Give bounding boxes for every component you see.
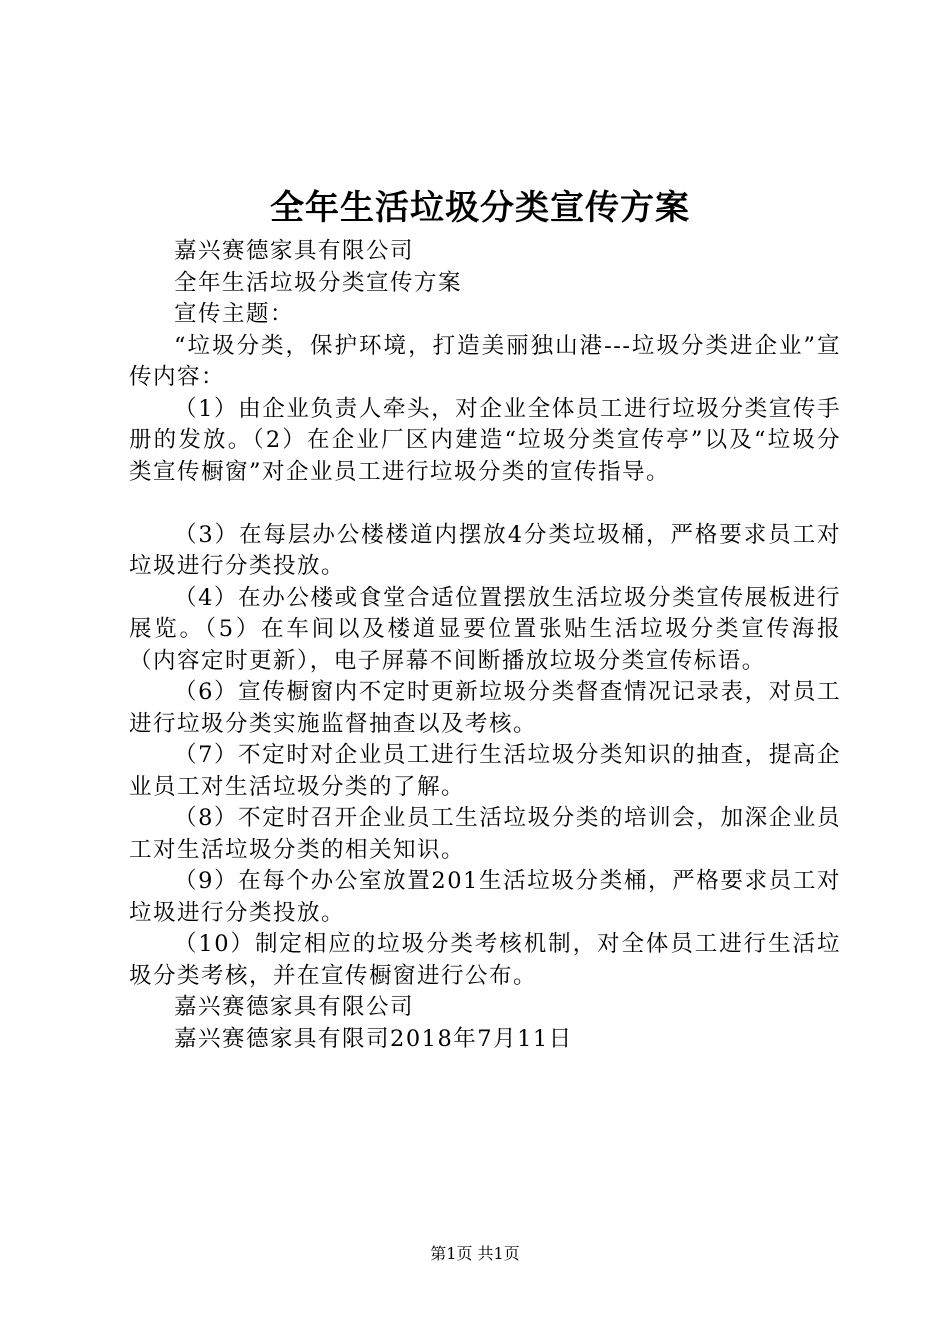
paragraph-item-1-2: （1）由企业负责人牵头，对企业全体员工进行垃圾分类宣传手册的发放。（2）在企业厂区内建造“垃圾分类宣传亭”以及“垃圾分类宣传橱窗”对企业员工进行垃圾分类的宣传指导。 bbox=[129, 395, 841, 485]
paragraph-item-10: （10）制定相应的垃圾分类考核机制，对全体员工进行生活垃圾分类考核，并在宣传橱窗进行公布。 bbox=[129, 931, 841, 989]
paragraph-signature-date: 嘉兴赛德家具有限司2018年7月11日 bbox=[174, 1025, 573, 1052]
paragraph-company: 嘉兴赛德家具有限公司 bbox=[174, 238, 415, 264]
paragraph-item-8: （8）不定时召开企业员工生活垃圾分类的培训会，加深企业员工对生活垃圾分类的相关知识。 bbox=[129, 805, 841, 863]
document-body bbox=[129, 236, 841, 1055]
paragraph-gap bbox=[129, 488, 841, 520]
paragraph-plan-name: 全年生活垃圾分类宣传方案 bbox=[174, 269, 463, 296]
page-footer: 第1页 共1页 bbox=[430, 1244, 520, 1263]
paragraph-item-9: （9）在每个办公室放置201生活垃圾分类桶，严格要求员工对垃圾进行分类投放。 bbox=[129, 868, 841, 926]
paragraph-theme: “垃圾分类，保护环境，打造美丽独山港---垃圾分类进企业”宣传内容： bbox=[129, 332, 841, 390]
paragraph-theme-label: 宣传主题： bbox=[174, 301, 295, 327]
paragraph-signature: 嘉兴赛德家具有限公司 bbox=[174, 994, 415, 1020]
paragraph-item-6: （6）宣传橱窗内不定时更新垃圾分类督查情况记录表，对员工进行垃圾分类实施监督抽查以及考核。 bbox=[129, 679, 841, 737]
paragraph-item-4-5: （4）在办公楼或食堂合适位置摆放生活垃圾分类宣传展板进行展览。（5）在车间以及楼道显要位置张贴生活垃圾分类宣传海报（内容定时更新），电子屏幕不间断播放垃圾分类宣传标语。 bbox=[129, 584, 841, 674]
paragraph-item-7: （7）不定时对企业员工进行生活垃圾分类知识的抽查，提高企业员工对生活垃圾分类的了解。 bbox=[129, 742, 841, 800]
paragraph-item-3: （3）在每层办公楼楼道内摆放4分类垃圾桶，严格要求员工对垃圾进行分类投放。 bbox=[129, 521, 841, 579]
document-title: 全年生活垃圾分类宣传方案 bbox=[270, 188, 690, 228]
